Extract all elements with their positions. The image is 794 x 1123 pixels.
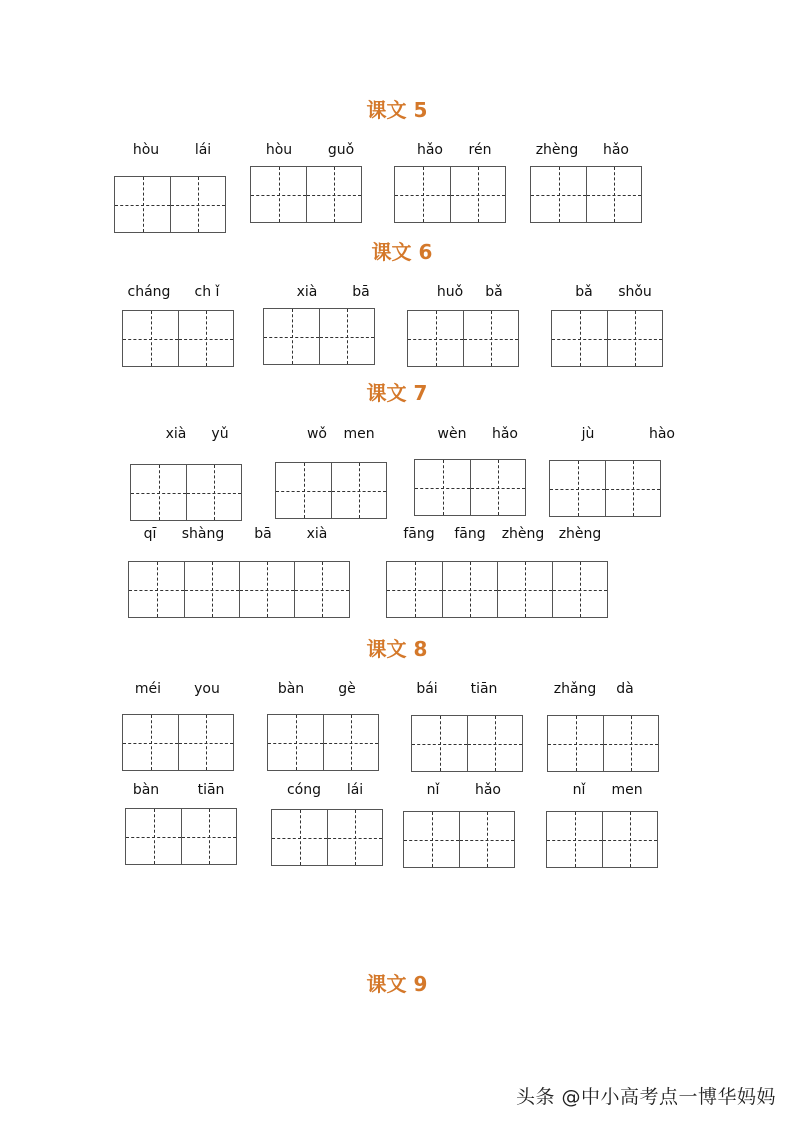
pinyin-label: tiān <box>197 782 225 798</box>
tianzige-cell <box>450 167 505 222</box>
writing-grid <box>125 808 237 865</box>
pinyin-label: huǒ <box>436 284 464 300</box>
tianzige-cell <box>404 812 459 867</box>
tianzige-cell <box>306 167 361 222</box>
writing-grid <box>271 809 383 866</box>
pinyin-label: bā <box>254 526 272 542</box>
tianzige-cell <box>602 812 657 867</box>
pinyin-label: zhèng <box>558 526 602 542</box>
writing-grid <box>122 310 234 367</box>
tianzige-cell <box>115 177 170 232</box>
pinyin-label: rén <box>468 142 492 158</box>
tianzige-cell <box>412 716 467 771</box>
tianzige-cell <box>552 311 607 366</box>
tianzige-cell <box>552 562 607 617</box>
pinyin-label: cháng <box>127 284 171 300</box>
tianzige-cell <box>129 562 184 617</box>
writing-grid <box>386 561 608 618</box>
writing-grid <box>394 166 506 223</box>
tianzige-cell <box>607 311 662 366</box>
tianzige-cell <box>184 562 239 617</box>
pinyin-label: zhǎng <box>553 681 597 697</box>
tianzige-cell <box>272 810 327 865</box>
writing-grid <box>250 166 362 223</box>
pinyin-label: bàn <box>277 681 305 697</box>
pinyin-label: bǎ <box>485 284 503 300</box>
tianzige-cell <box>181 809 236 864</box>
tianzige-cell <box>323 715 378 770</box>
tianzige-cell <box>131 465 186 520</box>
tianzige-cell <box>605 461 660 516</box>
tianzige-cell <box>327 810 382 865</box>
pinyin-label: ch ǐ <box>194 284 220 300</box>
pinyin-label: you <box>194 681 220 697</box>
tianzige-cell <box>550 461 605 516</box>
writing-grid <box>403 811 515 868</box>
pinyin-label: xià <box>165 426 187 442</box>
writing-grid <box>122 714 234 771</box>
writing-grid <box>546 811 658 868</box>
tianzige-cell <box>239 562 294 617</box>
section-title-lesson-8: 课文 8 <box>366 637 428 661</box>
writing-grid <box>530 166 642 223</box>
tianzige-cell <box>251 167 306 222</box>
tianzige-cell <box>548 716 603 771</box>
pinyin-label: wèn <box>437 426 467 442</box>
pinyin-label: guǒ <box>327 142 355 158</box>
writing-grid <box>414 459 526 516</box>
pinyin-label: bái <box>416 681 438 697</box>
writing-grid <box>267 714 379 771</box>
tianzige-cell <box>467 716 522 771</box>
tianzige-cell <box>442 562 497 617</box>
pinyin-label: cóng <box>286 782 322 798</box>
pinyin-label: hǎo <box>491 426 519 442</box>
pinyin-label: nǐ <box>426 782 440 798</box>
tianzige-cell <box>459 812 514 867</box>
writing-grid <box>407 310 519 367</box>
pinyin-label: wǒ <box>306 426 327 442</box>
pinyin-label: xià <box>296 284 318 300</box>
pinyin-label: hòu <box>265 142 293 158</box>
tianzige-cell <box>264 309 319 364</box>
tianzige-cell <box>178 715 233 770</box>
writing-grid <box>114 176 226 233</box>
tianzige-cell <box>497 562 552 617</box>
pinyin-label: jù <box>581 426 595 442</box>
pinyin-label: fāng <box>403 526 435 542</box>
pinyin-label: men <box>343 426 375 442</box>
pinyin-label: qī <box>143 526 157 542</box>
writing-grid <box>549 460 661 517</box>
pinyin-label: yǔ <box>211 426 229 442</box>
pinyin-label: zhèng <box>535 142 579 158</box>
tianzige-cell <box>331 463 386 518</box>
tianzige-cell <box>603 716 658 771</box>
writing-grid <box>128 561 350 618</box>
tianzige-cell <box>268 715 323 770</box>
tianzige-cell <box>387 562 442 617</box>
pinyin-label: lái <box>194 142 212 158</box>
pinyin-label: hǎo <box>416 142 444 158</box>
section-title-lesson-6: 课文 6 <box>371 240 433 264</box>
writing-grid <box>547 715 659 772</box>
pinyin-label: shǒu <box>618 284 652 300</box>
pinyin-label: tiān <box>470 681 498 697</box>
tianzige-cell <box>276 463 331 518</box>
pinyin-label: hǎo <box>474 782 502 798</box>
pinyin-label: zhèng <box>501 526 545 542</box>
section-title-lesson-5: 课文 5 <box>366 98 428 122</box>
section-title-lesson-7: 课文 7 <box>366 381 428 405</box>
pinyin-label: hòu <box>132 142 160 158</box>
pinyin-label: shàng <box>181 526 225 542</box>
tianzige-cell <box>186 465 241 520</box>
writing-grid <box>551 310 663 367</box>
tianzige-cell <box>470 460 525 515</box>
pinyin-label: méi <box>134 681 162 697</box>
writing-grid <box>275 462 387 519</box>
pinyin-label: gè <box>338 681 356 697</box>
tianzige-cell <box>415 460 470 515</box>
pinyin-label: bàn <box>132 782 160 798</box>
tianzige-cell <box>170 177 225 232</box>
pinyin-label: hào <box>648 426 676 442</box>
tianzige-cell <box>531 167 586 222</box>
tianzige-cell <box>123 715 178 770</box>
pinyin-label: hǎo <box>602 142 630 158</box>
tianzige-cell <box>123 311 178 366</box>
pinyin-label: dà <box>616 681 634 697</box>
watermark: 头条 @中小高考点一博华妈妈 <box>515 1086 776 1108</box>
tianzige-cell <box>408 311 463 366</box>
pinyin-label: bā <box>352 284 370 300</box>
tianzige-cell <box>463 311 518 366</box>
pinyin-label: fāng <box>454 526 486 542</box>
tianzige-cell <box>395 167 450 222</box>
writing-grid <box>263 308 375 365</box>
tianzige-cell <box>319 309 374 364</box>
section-title-lesson-9: 课文 9 <box>366 972 428 996</box>
tianzige-cell <box>126 809 181 864</box>
tianzige-cell <box>294 562 349 617</box>
pinyin-label: lái <box>346 782 364 798</box>
writing-grid <box>411 715 523 772</box>
writing-grid <box>130 464 242 521</box>
tianzige-cell <box>586 167 641 222</box>
tianzige-cell <box>547 812 602 867</box>
pinyin-label: nǐ <box>572 782 586 798</box>
pinyin-label: bǎ <box>575 284 593 300</box>
pinyin-label: xià <box>306 526 328 542</box>
tianzige-cell <box>178 311 233 366</box>
pinyin-label: men <box>611 782 643 798</box>
